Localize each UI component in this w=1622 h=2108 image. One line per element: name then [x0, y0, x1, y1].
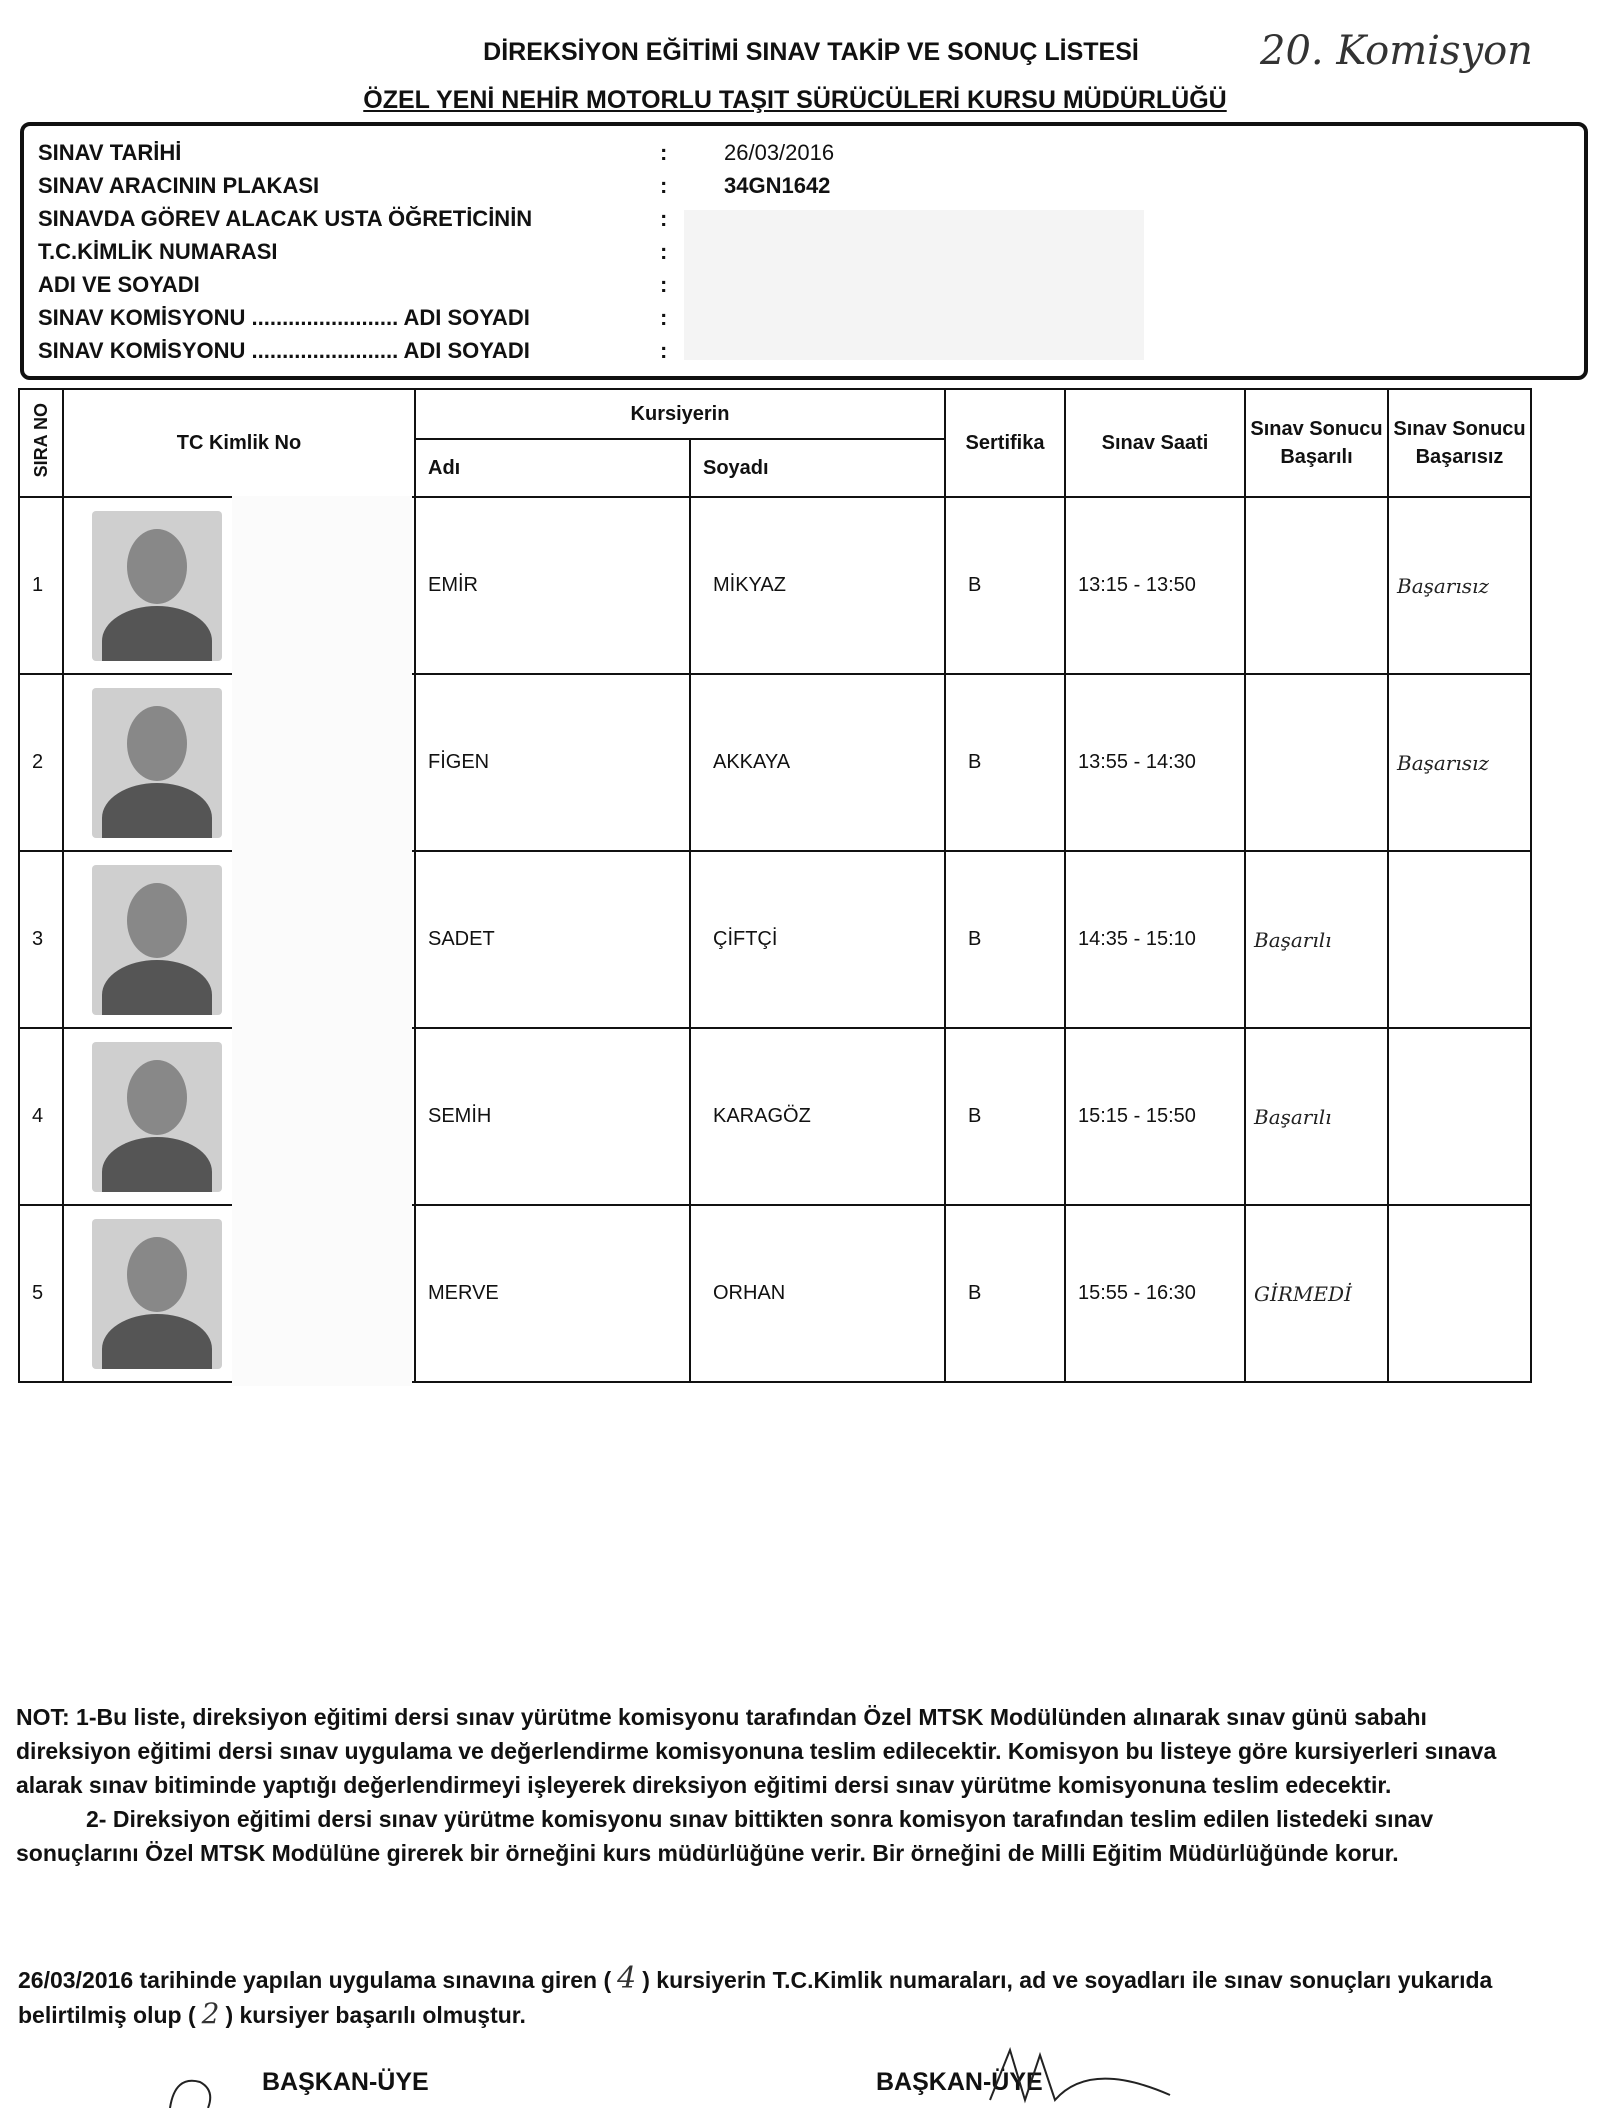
certificate: B — [945, 1205, 1065, 1382]
certificate: B — [945, 497, 1065, 674]
row-no: 3 — [19, 851, 63, 1028]
student-photo — [92, 1219, 222, 1369]
info-value-exam-date: 26/03/2016 — [724, 140, 835, 165]
info-colon: : — [660, 173, 668, 198]
info-value-plate: 34GN1642 — [724, 173, 831, 198]
result-pass: Başarılı — [1245, 851, 1388, 1028]
signature-left-label: BAŞKAN-ÜYE — [262, 2068, 429, 2096]
header-sira-no: SIRA NO — [19, 389, 63, 497]
last-name: ÇİFTÇİ — [690, 851, 945, 1028]
header-basarili: Sınav Sonucu Başarılı — [1245, 389, 1388, 497]
student-photo — [92, 865, 222, 1015]
info-label-commission-2: SINAV KOMİSYONU ........................ ADI SOYADI — [38, 338, 530, 363]
result-pass — [1245, 674, 1388, 851]
header-sertifika: Sertifika — [945, 389, 1065, 497]
student-photo — [92, 511, 222, 661]
header-tc-kimlik: TC Kimlik No — [63, 389, 415, 497]
document-subtitle: ÖZEL YENİ NEHİR MOTORLU TAŞIT SÜRÜCÜLERİ KURSU MÜDÜRLÜĞÜ — [363, 86, 1227, 114]
info-colon: : — [660, 206, 668, 231]
last-name: KARAGÖZ — [690, 1028, 945, 1205]
exam-info-box — [20, 122, 1588, 380]
first-name: SADET — [415, 851, 690, 1028]
header-sinav-saati: Sınav Saati — [1065, 389, 1245, 497]
summary-part-2: ) kursiyerin T.C.Kimlik numaraları, ad ve soyadları ile sınav sonuçları yukarıda belirtilmiş olup ( — [18, 1967, 1493, 2028]
info-label-instructor: SINAVDA GÖREV ALACAK USTA ÖĞRETİCİNİN — [38, 206, 533, 231]
summary-part-3: ) kursiyer başarılı olmuştur. — [225, 2002, 526, 2028]
signature-right-label: BAŞKAN-ÜYE — [876, 2068, 1043, 2096]
handwritten-signature — [980, 2040, 1180, 2108]
certificate: B — [945, 674, 1065, 851]
header-basarisiz: Sınav Sonucu Başarısız — [1388, 389, 1531, 497]
exam-time: 13:55 - 14:30 — [1065, 674, 1245, 851]
result-fail — [1388, 1028, 1531, 1205]
result-fail — [1388, 851, 1531, 1028]
header-adi: Adı — [415, 439, 690, 497]
result-pass — [1245, 497, 1388, 674]
row-no: 1 — [19, 497, 63, 674]
redacted-tc-numbers — [232, 496, 412, 1386]
note-paragraph-2: 2- Direksiyon eğitimi dersi sınav yürütme komisyonu sınav bittikten sonra komisyon tarafından teslim edilen listedeki sınav sonuçlarını Özel MTSK Modülüne girerek bir örneğini kurs müdürlüğüne verir. Bir örneğini de Milli Eğitim Müdürlüğünde korur. — [16, 1806, 1434, 1866]
first-name: EMİR — [415, 497, 690, 674]
info-label-exam-date: SINAV TARİHİ — [38, 140, 182, 165]
info-label-plate: SINAV ARACININ PLAKASI — [38, 173, 320, 198]
result-pass: Başarılı — [1245, 1028, 1388, 1205]
summary-part-1: 26/03/2016 tarihinde yapılan uygulama sınavına giren ( — [18, 1967, 612, 1993]
info-colon: : — [660, 305, 668, 330]
exam-time: 15:15 - 15:50 — [1065, 1028, 1245, 1205]
first-name: MERVE — [415, 1205, 690, 1382]
row-no: 2 — [19, 674, 63, 851]
exam-time: 13:15 - 13:50 — [1065, 497, 1245, 674]
redacted-area — [684, 210, 1144, 360]
summary-text — [18, 1962, 1538, 2032]
count-entered: 4 — [617, 1961, 637, 1996]
info-label-name: ADI VE SOYADI — [38, 272, 200, 297]
exam-time: 14:35 - 15:10 — [1065, 851, 1245, 1028]
document-title: DİREKSİYON EĞİTİMİ SINAV TAKİP VE SONUÇ LİSTESİ — [483, 38, 1139, 66]
info-colon: : — [660, 140, 668, 165]
header-soyadi: Soyadı — [690, 439, 945, 497]
info-label-commission-1: SINAV KOMİSYONU ........................ ADI SOYADI — [38, 305, 530, 330]
row-no: 5 — [19, 1205, 63, 1382]
last-name: ORHAN — [690, 1205, 945, 1382]
first-name: FİGEN — [415, 674, 690, 851]
result-fail — [1388, 1205, 1531, 1382]
last-name: MİKYAZ — [690, 497, 945, 674]
count-passed: 2 — [201, 1997, 220, 2030]
handwritten-mark — [160, 2070, 220, 2108]
info-colon: : — [660, 239, 668, 264]
note-text — [16, 1700, 1536, 1870]
handwritten-commission-note: 20. Komisyon — [1260, 28, 1533, 74]
exam-time: 15:55 - 16:30 — [1065, 1205, 1245, 1382]
header-kursiyer: Kursiyerin — [415, 389, 945, 439]
result-fail: Başarısız — [1388, 497, 1531, 674]
info-colon: : — [660, 272, 668, 297]
info-label-tc: T.C.KİMLİK NUMARASI — [38, 239, 278, 264]
row-no: 4 — [19, 1028, 63, 1205]
first-name: SEMİH — [415, 1028, 690, 1205]
student-photo — [92, 1042, 222, 1192]
result-fail: Başarısız — [1388, 674, 1531, 851]
last-name: AKKAYA — [690, 674, 945, 851]
student-photo — [92, 688, 222, 838]
result-pass: GİRMEDİ — [1245, 1205, 1388, 1382]
note-paragraph-1: NOT: 1-Bu liste, direksiyon eğitimi dersi sınav yürütme komisyonu tarafından Özel MTSK Modülünden alınarak sınav günü sabahı direksiyon eğitimi dersi sınav uygulama ve değerlendirme komisyonuna teslim edilecektir. Komisyon bu listeye göre kursiyerleri sınava alarak sınav bitiminde yaptığı değerlendirmeyi işleyerek direksiyon eğitimi dersi sınav yürütme komisyonuna teslim edecektir. — [16, 1704, 1497, 1798]
certificate: B — [945, 851, 1065, 1028]
info-colon: : — [660, 338, 668, 363]
certificate: B — [945, 1028, 1065, 1205]
